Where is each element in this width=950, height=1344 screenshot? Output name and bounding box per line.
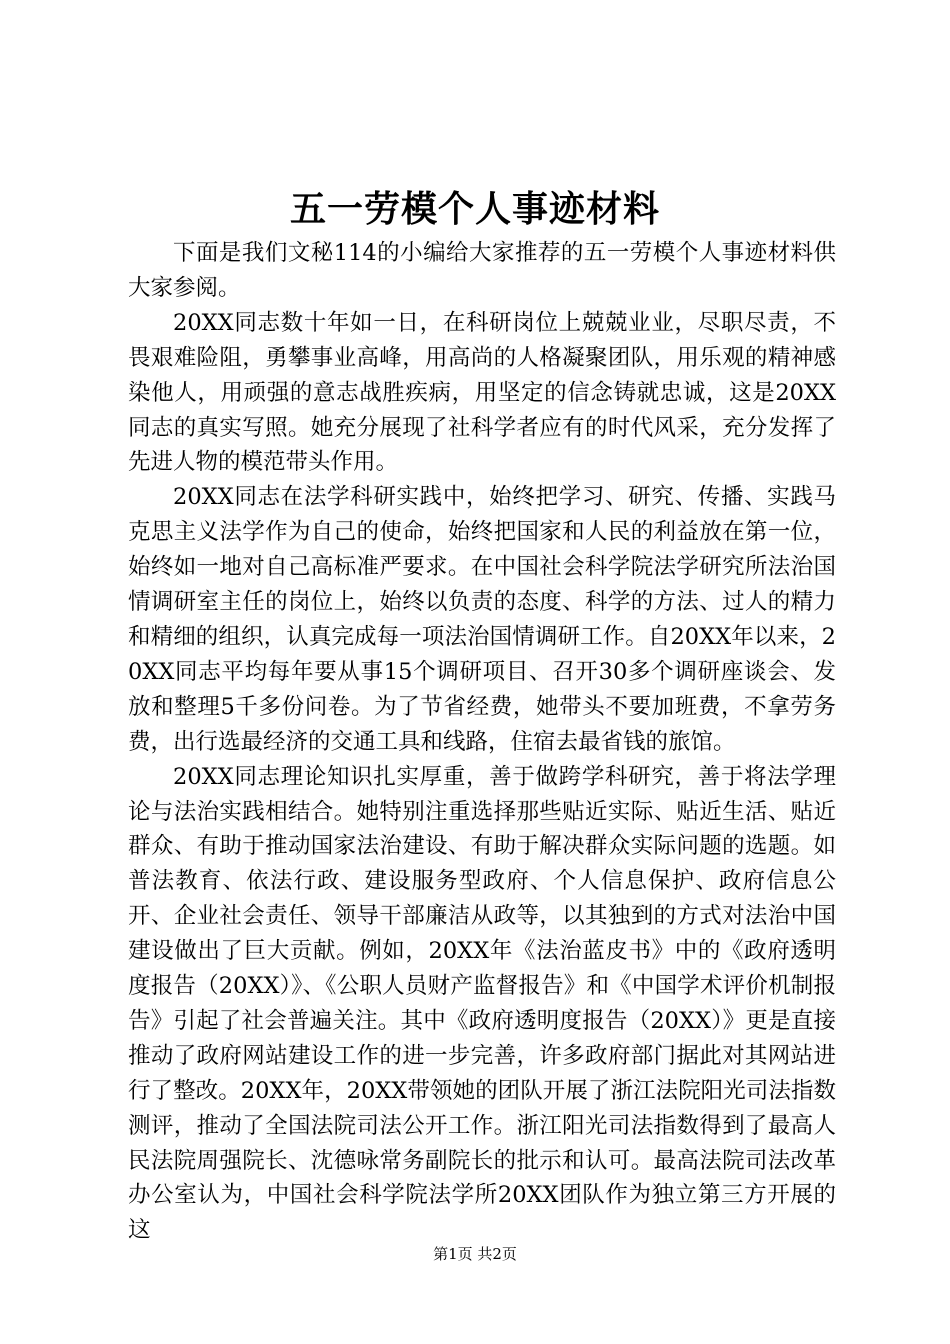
paragraph-theory-knowledge: 20XX同志理论知识扎实厚重，善于做跨学科研究，善于将法学理论与法治实践相结合。她特别注重选择那些贴近实际、贴近生活、贴近群众、有助于推动国家法治建设、有助于解决群众实际问题的选题。如普法教育、依法行政、建设服务型政府、个人信息保护、政府信息公开、企业社会责任、领导干部廉洁从政等，以其独到的方式对法治中国建设做出了巨大贡献。例如，20XX年《法治蓝皮书》中的《政府透明度报告（20XX）》、《公职人员财产监督报告》和《中国学术评价机制报告》引起了社会普遍关注。其中《政府透明度报告（20XX）》更是直接推动了政府网站建设工作的进一步完善，许多政府部门据此对其网站进行了整改。20XX年，20XX带领她的团队开展了浙江法院阳光司法指数测评，推动了全国法院司法公开工作。浙江阳光司法指数得到了最高人民法院周强院长、沈德咏常务副院长的批示和认可。最高法院司法改革办公室认为，中国社会科学院法学所20XX团队作为独立第三方开展的这 xyxy=(128,763,836,1244)
document-title: 五一劳模个人事迹材料 xyxy=(289,188,660,230)
paragraph-summary: 20XX同志数十年如一日，在科研岗位上兢兢业业，尽职尽责，不畏艰难险阻，勇攀事业高峰，用高尚的人格凝聚团队，用乐观的精神感染他人，用顽强的意志战胜疾病，用坚定的信念铸就忠诚，这是20XX同志的真实写照。她充分展现了社科学者应有的时代风采，充分发挥了先进人物的模范带头作用。 xyxy=(128,309,836,476)
page-footer xyxy=(0,1243,950,1265)
document-body xyxy=(128,236,836,1248)
paragraph-intro: 下面是我们文秘114的小编给大家推荐的五一劳模个人事迹材料供大家参阅。 xyxy=(128,240,836,301)
page-total: 共2页 xyxy=(477,1245,517,1263)
page-number: 第1页 xyxy=(433,1245,473,1263)
paragraph-research-practice: 20XX同志在法学科研实践中，始终把学习、研究、传播、实践马克思主义法学作为自己的使命，始终把国家和人民的利益放在第一位，始终如一地对自己高标准严要求。在中国社会科学院法学研究所法治国情调研室主任的岗位上，始终以负责的态度、科学的方法、过人的精力和精细的组织，认真完成每一项法治国情调研工作。自20XX年以来，20XX同志平均每年要从事15个调研项目、召开30多个调研座谈会、发放和整理5千多份问卷。为了节省经费，她带头不要加班费，不拿劳务费，出行选最经济的交通工具和线路，住宿去最省钱的旅馆。 xyxy=(128,484,836,755)
